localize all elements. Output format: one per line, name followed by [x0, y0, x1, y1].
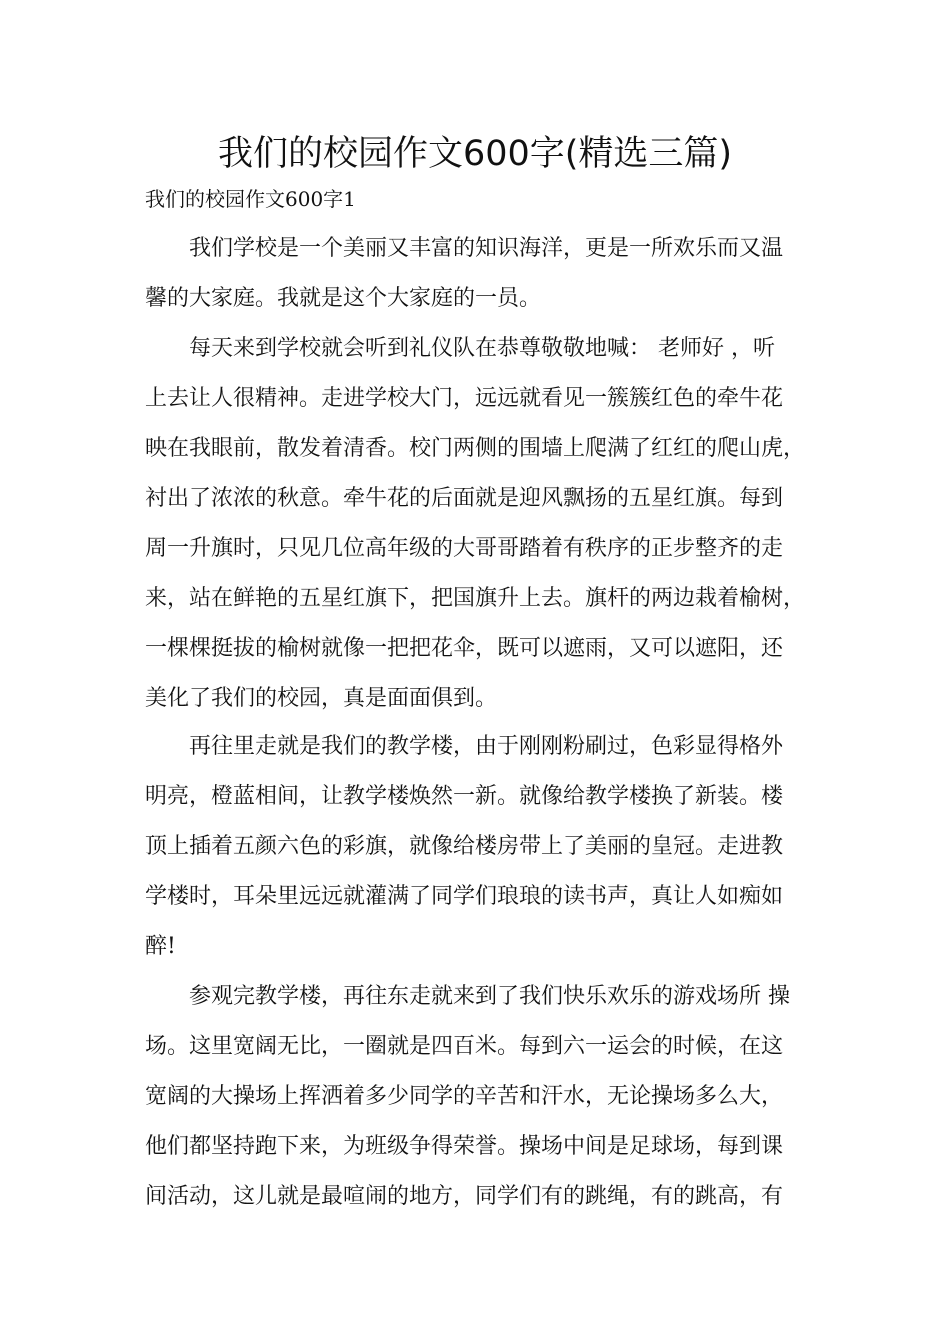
paragraph-line: 衬出了浓浓的秋意。牵牛花的后面就是迎风飘扬的五星红旗。每到 [145, 486, 784, 511]
paragraph-line: 宽阔的大操场上挥洒着多少同学的辛苦和汗水，无论操场多么大， [145, 1084, 784, 1109]
paragraph-line: 一棵棵挺拔的榆树就像一把把花伞，既可以遮雨，又可以遮阳，还 [145, 636, 784, 661]
paragraph-line: 他们都坚持跑下来，为班级争得荣誉。操场中间是足球场，每到课 [145, 1134, 784, 1159]
paragraph-4 [145, 972, 805, 1222]
paragraph-line: 学楼时，耳朵里远远就灌满了同学们琅琅的读书声，真让人如痴如 [145, 884, 784, 909]
paragraph-line: 顶上插着五颜六色的彩旗，就像给楼房带上了美丽的皇冠。走进教 [145, 834, 784, 859]
paragraph-line: 来，站在鲜艳的五星红旗下，把国旗升上去。旗杆的两边栽着榆树， [145, 586, 806, 611]
paragraph-line: 每天来到学校就会听到礼仪队在恭尊敬敬地喊： 老师好 ，听 [189, 336, 775, 361]
paragraph-line: 场。这里宽阔无比，一圈就是四百米。每到六一运会的时候，在这 [145, 1034, 784, 1059]
paragraph-line: 再往里走就是我们的教学楼，由于刚刚粉刷过，色彩显得格外 [189, 734, 784, 759]
paragraph-2 [145, 324, 805, 724]
essay-subheading: 我们的校园作文600字1 [145, 187, 356, 211]
paragraph-line: 醉! [145, 934, 176, 959]
paragraph-3 [145, 722, 805, 972]
paragraph-line: 映在我眼前，散发着清香。校门两侧的围墙上爬满了红红的爬山虎， [145, 436, 806, 461]
paragraph-line: 我们学校是一个美丽又丰富的知识海洋，更是一所欢乐而又温 [189, 236, 784, 261]
paragraph-line: 美化了我们的校园，真是面面俱到。 [145, 686, 498, 711]
paragraph-line: 馨的大家庭。我就是这个大家庭的一员。 [145, 286, 542, 311]
document-title: 我们的校园作文600字(精选三篇) [217, 134, 733, 174]
paragraph-line: 间活动，这儿就是最喧闹的地方，同学们有的跳绳，有的跳高，有 [145, 1184, 784, 1209]
paragraph-1 [145, 224, 805, 324]
paragraph-line: 上去让人很精神。走进学校大门，远远就看见一簇簇红色的牵牛花 [145, 386, 784, 411]
paragraph-line: 周一升旗时，只见几位高年级的大哥哥踏着有秩序的正步整齐的走 [145, 536, 784, 561]
paragraph-line: 参观完教学楼，再往东走就来到了我们快乐欢乐的游戏场所 操 [189, 984, 790, 1009]
paragraph-line: 明亮，橙蓝相间，让教学楼焕然一新。就像给教学楼换了新装。楼 [145, 784, 784, 809]
